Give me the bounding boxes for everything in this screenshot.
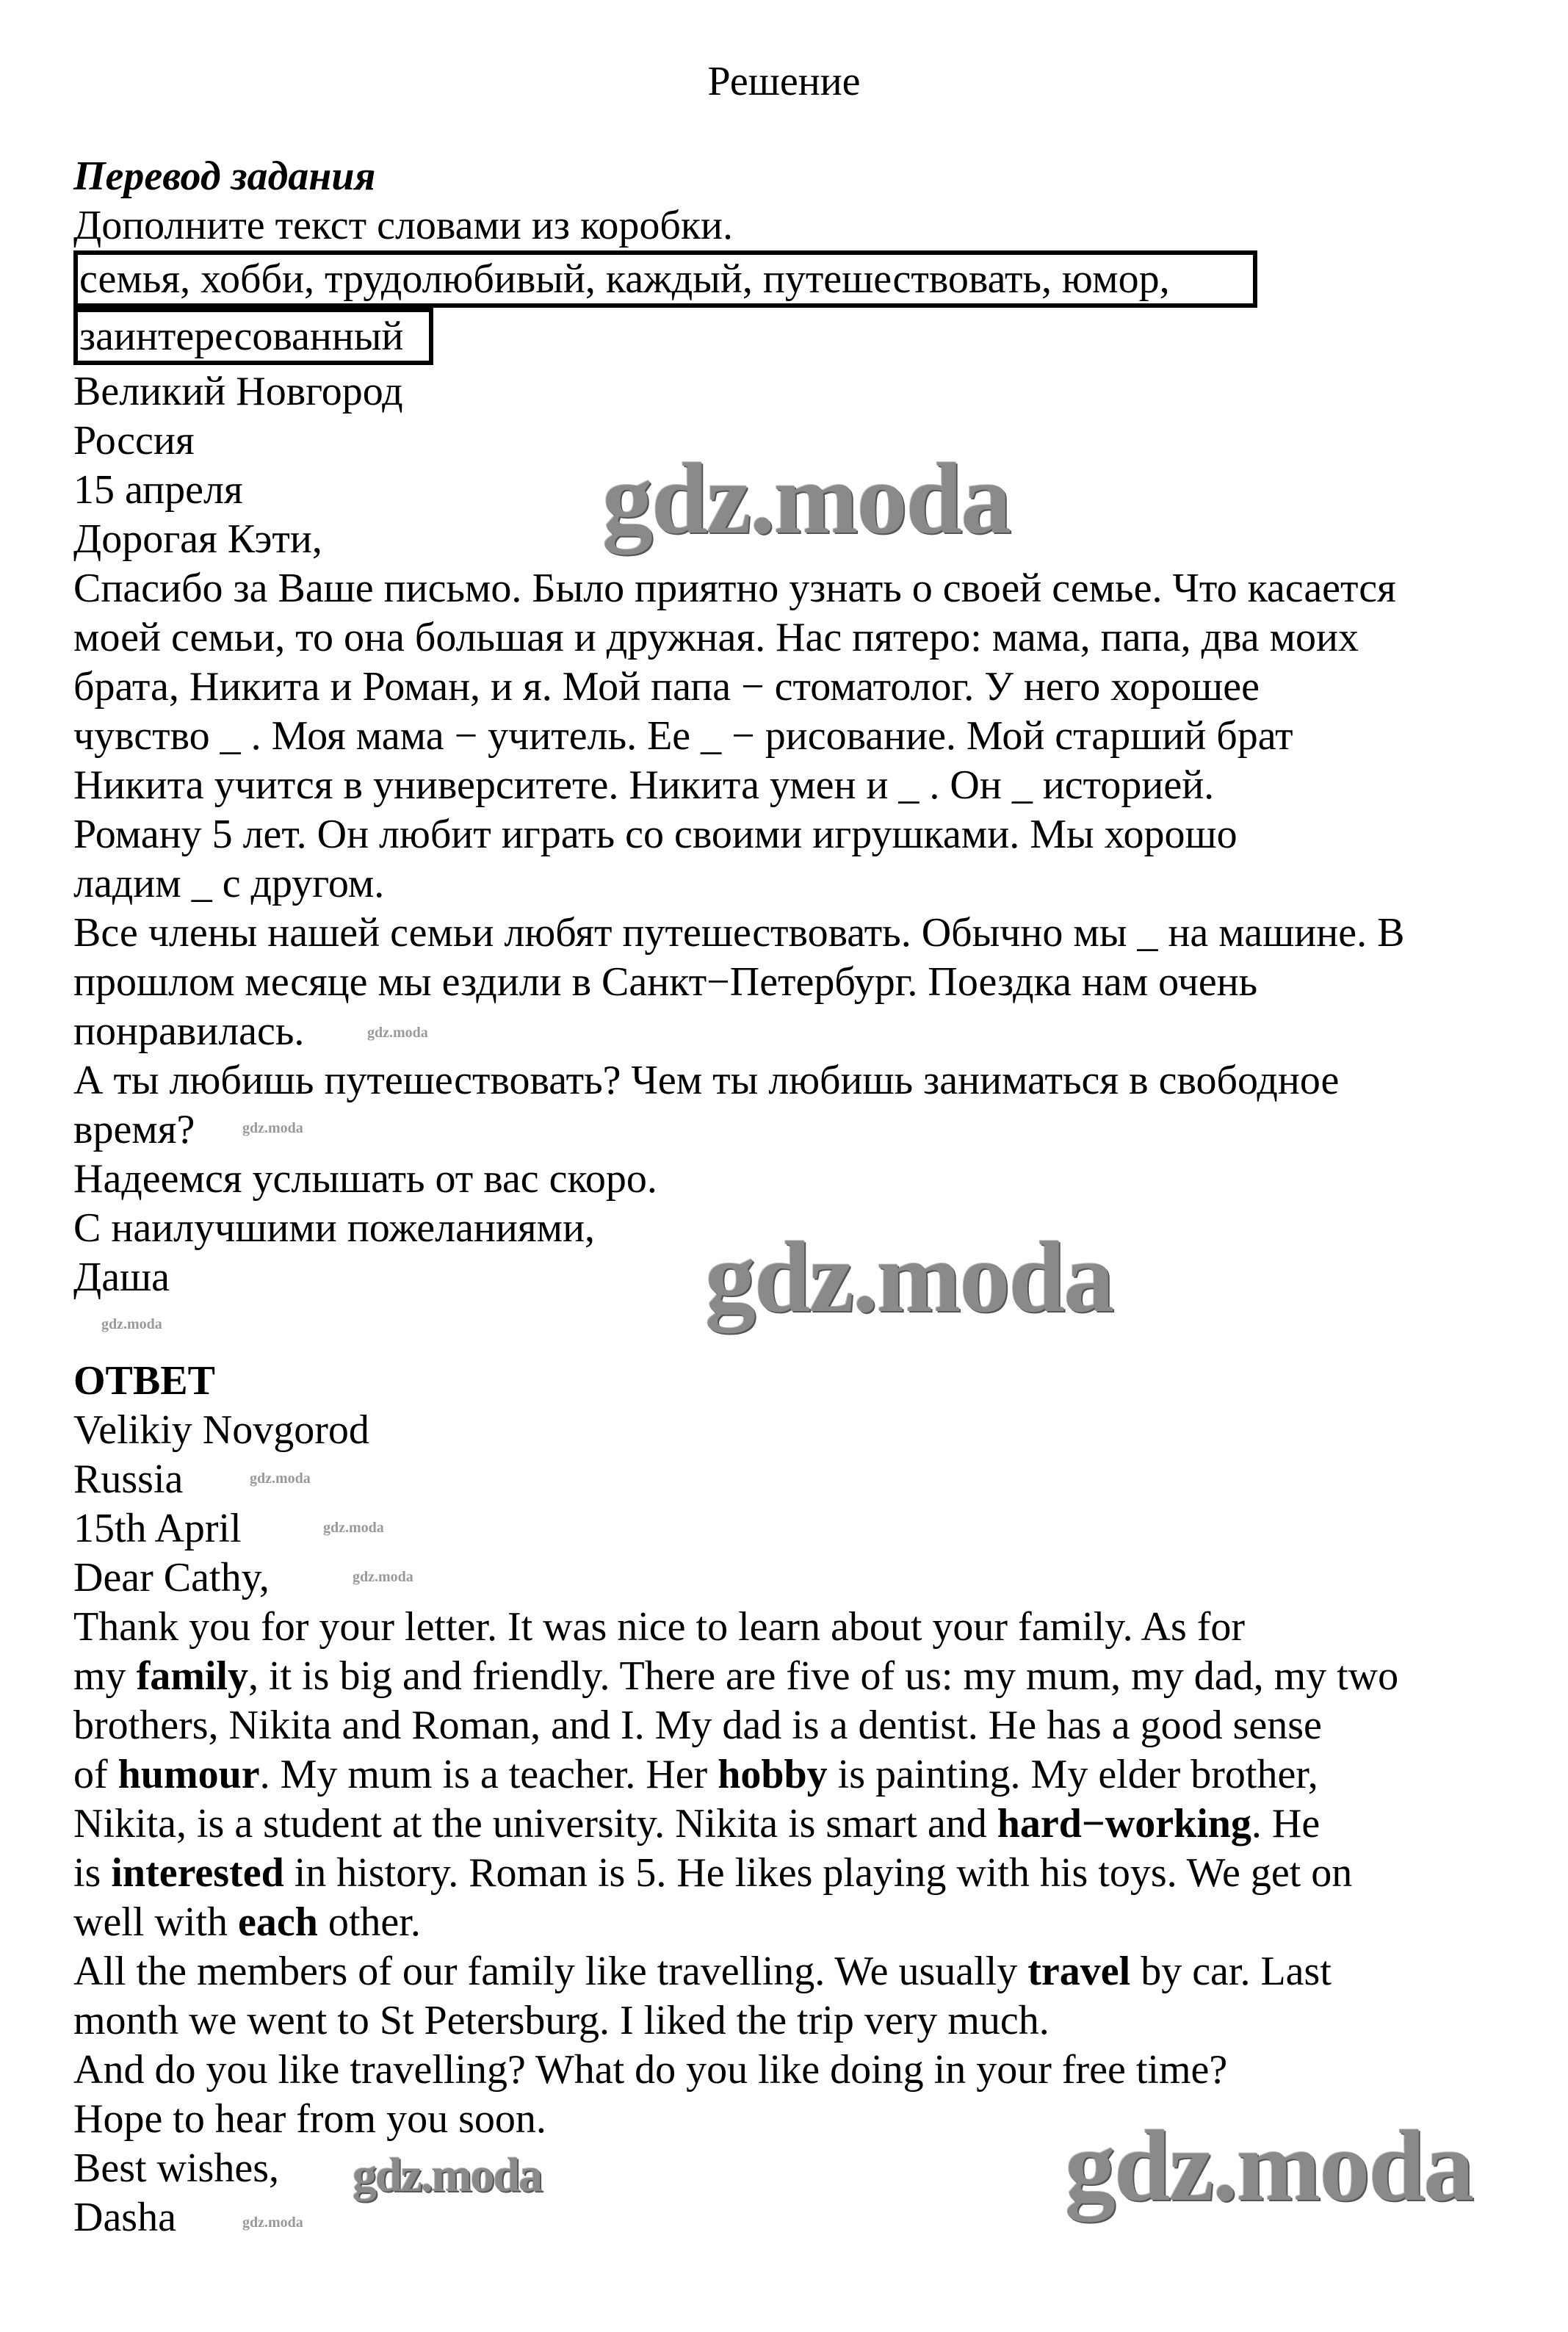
answer-text: month we went to St Petersburg. I liked the trip very much.	[73, 1998, 1049, 2043]
answer-text: is	[73, 1850, 112, 1896]
answer-word: hard−working	[997, 1801, 1251, 1847]
answer-word: each	[237, 1899, 318, 1945]
answer-text: well with	[73, 1899, 238, 1945]
answer-line	[73, 1947, 1332, 1996]
watermark-small: gdz.moda	[101, 1316, 162, 1332]
answer-text: Best wishes,	[73, 2145, 279, 2191]
letter-line: Все члены нашей семьи любят путешествовать. Обычно мы _ на машине. В	[73, 910, 1405, 956]
answer-text: And do you like travelling? What do you like doing in your free time?	[73, 2047, 1228, 2093]
letter-line: А ты любишь путешествовать? Чем ты любишь заниматься в свободное	[73, 1058, 1340, 1103]
answer-text: Nikita, is a student at the university. Nikita is smart and	[73, 1801, 997, 1847]
answer-word: interested	[111, 1850, 284, 1896]
answer-text: other.	[317, 1899, 421, 1945]
answer-line	[73, 1652, 1398, 1701]
letter-line: прошлом месяце мы ездили в Санкт−Петербург. Поездка нам очень	[73, 959, 1258, 1005]
answer-heading: ОТВЕТ	[73, 1358, 215, 1404]
letter-line: Даша	[73, 1255, 170, 1300]
answer-word: humour	[118, 1752, 260, 1797]
watermark-small: gdz.moda	[242, 2214, 303, 2231]
letter-line: понравилась.	[73, 1008, 305, 1054]
answer-text: by car. Last	[1130, 1949, 1332, 1994]
word-box-line-2: заинтересованный	[73, 308, 433, 365]
letter-line: брата, Никита и Роман, и я. Мой папа − стоматолог. У него хорошее	[73, 664, 1260, 710]
answer-line	[73, 1701, 1322, 1750]
answer-line	[73, 1996, 1049, 2046]
answer-text: brothers, Nikita and Roman, and I. My dad is a dentist. He has a good sense	[73, 1703, 1322, 1748]
answer-line	[73, 1603, 1245, 1652]
answer-line	[73, 2095, 546, 2144]
letter-line: Спасибо за Ваше письмо. Было приятно узнать о своей семье. Что касается	[73, 566, 1396, 611]
answer-text: 15th April	[73, 1506, 242, 1551]
answer-line	[73, 1406, 369, 1455]
answer-line	[73, 1504, 242, 1553]
answer-word: travel	[1027, 1949, 1131, 1994]
letter-line: ладим _ с другом.	[73, 861, 385, 906]
answer-text: , it is big and friendly. There are five of us: my mum, my dad, my two	[248, 1653, 1399, 1699]
letter-line: Надеемся услышать от вас скоро.	[73, 1156, 657, 1202]
letter-line: Никита учится в университете. Никита умен и _ . Он _ историей.	[73, 762, 1215, 808]
watermark: gdz.moda	[602, 442, 1011, 555]
answer-line	[73, 1455, 183, 1504]
answer-text: is painting. My elder brother,	[827, 1752, 1318, 1797]
answer-line	[73, 1799, 1320, 1849]
page-title: Решение	[707, 59, 861, 104]
watermark-small: gdz.moda	[242, 1120, 303, 1136]
letter-line: Россия	[73, 418, 195, 463]
answer-line	[73, 1553, 270, 1603]
answer-text: of	[73, 1752, 118, 1797]
letter-line: моей семьи, то она большая и дружная. Нас пятеро: мама, папа, два моих	[73, 615, 1359, 660]
answer-line	[73, 2046, 1227, 2095]
answer-text: All the members of our family like travelling. We usually	[73, 1949, 1028, 1994]
answer-line	[73, 1750, 1318, 1799]
answer-text: my	[73, 1653, 137, 1699]
watermark-small: gdz.moda	[250, 1470, 311, 1487]
watermark-small: gdz.moda	[353, 1569, 413, 1585]
answer-text: . He	[1251, 1801, 1320, 1847]
letter-line: время?	[73, 1107, 195, 1152]
letter-line: Великий Новгород	[73, 369, 403, 414]
watermark: gdz.moda	[705, 1221, 1113, 1333]
answer-text: . My mum is a teacher. Her	[259, 1752, 718, 1797]
letter-line: чувство _ . Моя мама − учитель. Ее _ − рисование. Мой старший брат	[73, 713, 1293, 759]
answer-line	[73, 1898, 421, 1947]
answer-text: in history. Roman is 5. He likes playing with his toys. We get on	[283, 1850, 1353, 1896]
watermark-small: gdz.moda	[367, 1025, 428, 1041]
word-box-line-1: семья, хобби, трудолюбивый, каждый, путешествовать, юмор,	[73, 250, 1257, 308]
watermark-small: gdz.moda	[323, 1520, 384, 1536]
letter-line: Роману 5 лет. Он любит играть со своими игрушками. Мы хорошо	[73, 812, 1238, 857]
letter-line: Дорогая Кэти,	[73, 516, 322, 562]
answer-text: Thank you for your letter. It was nice to learn about your family. As for	[73, 1604, 1246, 1650]
answer-text: Dasha	[73, 2195, 176, 2240]
translation-heading-block	[73, 152, 733, 250]
answer-line	[73, 1849, 1352, 1898]
letter-line: С наилучшими пожеланиями,	[73, 1205, 596, 1251]
answer-text: Dear Cathy,	[73, 1555, 270, 1600]
translation-heading: Перевод задания	[73, 154, 376, 199]
answer-text: Velikiy Novgorod	[73, 1407, 369, 1453]
watermark: gdz.moda	[353, 2148, 542, 2202]
instruction: Дополните текст словами из коробки.	[73, 203, 733, 248]
answer-line	[73, 2144, 279, 2193]
answer-text: Hope to hear from you soon.	[73, 2096, 546, 2142]
answer-word: hobby	[718, 1752, 828, 1797]
answer-text: Russia	[73, 1456, 184, 1502]
answer-line	[73, 2193, 176, 2242]
letter-line: 15 апреля	[73, 467, 243, 513]
watermark: gdz.moda	[1065, 2109, 1473, 2222]
answer-word: family	[136, 1653, 248, 1699]
